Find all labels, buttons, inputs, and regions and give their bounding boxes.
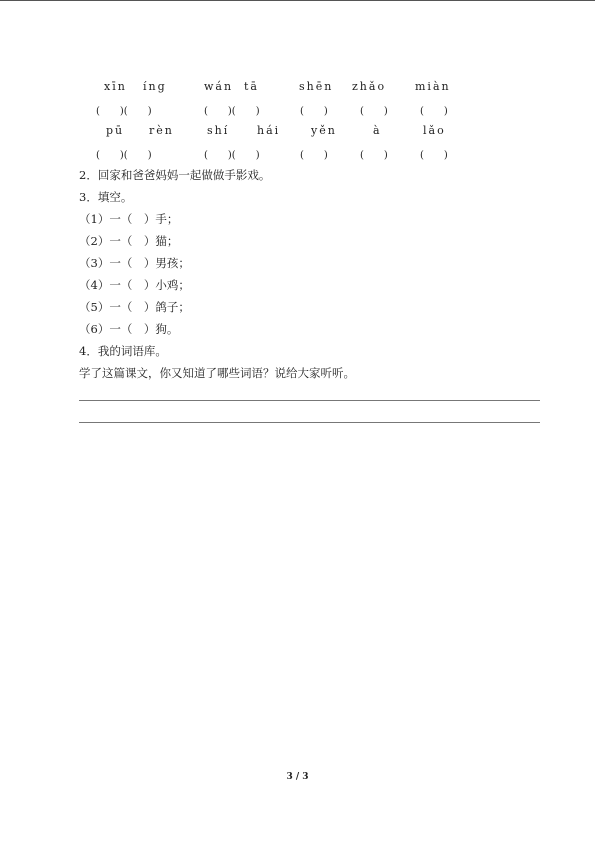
question-2: 2．回家和爸爸妈妈一起做做手影戏。 — [79, 168, 271, 182]
fill-item: （6）一（ ）狗。 — [79, 322, 179, 336]
pinyin-item: íng — [143, 80, 167, 93]
fill-item: （4）一（ ）小鸡； — [79, 278, 190, 292]
answer-bracket[interactable]: ( )( ) — [96, 150, 152, 161]
top-border — [0, 0, 595, 1]
answer-bracket[interactable]: ( )( ) — [204, 106, 260, 117]
pinyin-item: lǎo — [423, 124, 446, 137]
pinyin-item: wán — [204, 80, 234, 93]
answer-bracket[interactable]: ( ) — [300, 106, 328, 117]
pinyin-item: shí — [207, 124, 230, 137]
pinyin-item: shēn — [299, 80, 334, 93]
pinyin-item: à — [373, 124, 382, 137]
answer-bracket[interactable]: ( )( ) — [96, 106, 152, 117]
question-4: 4．我的词语库。 — [79, 344, 167, 358]
fill-item: （3）一（ ）男孩； — [79, 256, 190, 270]
answer-bracket[interactable]: ( )( ) — [204, 150, 260, 161]
pinyin-item: pū — [106, 124, 125, 137]
answer-line[interactable] — [79, 422, 540, 423]
answer-bracket[interactable]: ( ) — [420, 106, 448, 117]
pinyin-row-2 — [0, 124, 595, 142]
pinyin-row-1 — [0, 80, 595, 98]
pinyin-item: yěn — [311, 124, 337, 137]
question-3: 3．填空。 — [79, 190, 133, 204]
fill-item: （1）一（ ）手； — [79, 212, 179, 226]
answer-brackets-row-1 — [0, 102, 595, 120]
answer-bracket[interactable]: ( ) — [360, 106, 388, 117]
fill-item: （5）一（ ）鸽子； — [79, 300, 190, 314]
answer-bracket[interactable]: ( ) — [420, 150, 448, 161]
answer-bracket[interactable]: ( ) — [300, 150, 328, 161]
pinyin-item: tā — [244, 80, 259, 93]
answer-line[interactable] — [79, 400, 540, 401]
pinyin-item: miàn — [415, 80, 451, 93]
answer-bracket[interactable]: ( ) — [360, 150, 388, 161]
pinyin-item: rèn — [149, 124, 174, 137]
pinyin-item: xīn — [104, 80, 127, 93]
pinyin-item: zhǎo — [352, 80, 387, 93]
question-4-prompt: 学了这篇课文，你又知道了哪些词语？说给大家听听。 — [79, 366, 355, 380]
pinyin-item: hái — [257, 124, 281, 137]
fill-item: （2）一（ ）猫； — [79, 234, 179, 248]
answer-brackets-row-2 — [0, 146, 595, 164]
page-number: 3 / 3 — [286, 772, 309, 782]
